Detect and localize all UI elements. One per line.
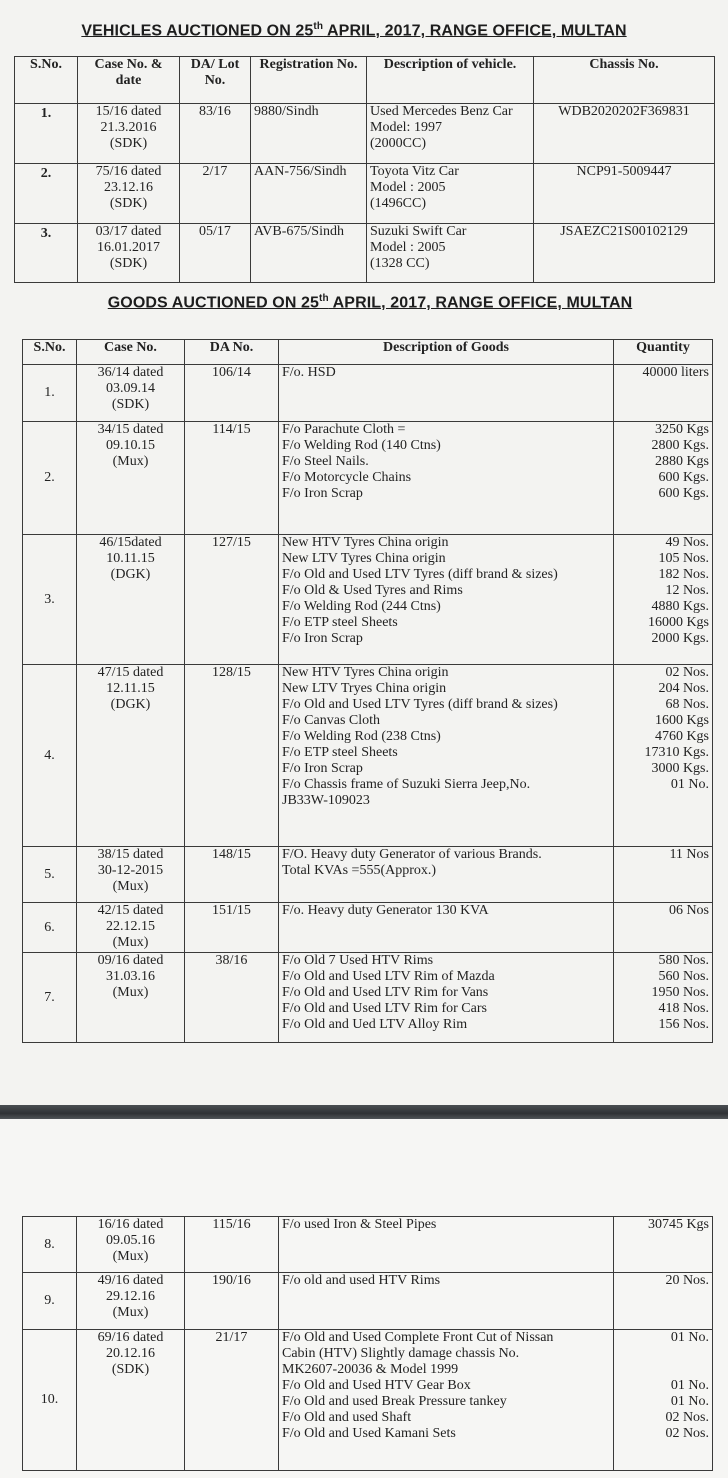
da-cell: 05/17 bbox=[180, 224, 251, 283]
cell-line: F/o Old and Ued LTV Alloy Rim bbox=[282, 1017, 468, 1032]
cell-line: 01 No. bbox=[670, 1330, 709, 1345]
cell-line: (Mux) bbox=[112, 1305, 149, 1320]
cell-line: 580 Nos. bbox=[658, 953, 709, 968]
table-row bbox=[23, 365, 713, 422]
goods-heading-text: GOODS AUCTIONED ON 25 bbox=[107, 294, 320, 312]
header-cell: Description of vehicle. bbox=[367, 57, 534, 104]
cell-line: 4880 Kgs. bbox=[651, 599, 709, 614]
quantity-cell bbox=[614, 953, 713, 1043]
registration-cell: 9880/Sindh bbox=[251, 104, 367, 164]
da-cell: 83/16 bbox=[180, 104, 251, 164]
cell-line: 34/15 dated bbox=[97, 422, 164, 437]
da-cell: 128/15 bbox=[185, 665, 279, 847]
description-cell bbox=[279, 953, 614, 1043]
cell-line: 03/17 dated bbox=[95, 224, 162, 239]
cell-line: 23.12.16 bbox=[104, 180, 153, 195]
cell-line: New LTV Tyres China origin bbox=[282, 551, 446, 566]
cell-line: (2000CC) bbox=[370, 136, 426, 151]
cell-line: 40000 liters bbox=[642, 365, 709, 380]
case-cell bbox=[77, 1273, 185, 1330]
goods-heading-text-end: APRIL, 2017, RANGE OFFICE, MULTAN bbox=[328, 294, 633, 312]
header-cell: S.No. bbox=[23, 340, 77, 365]
cell-line: 21.3.2016 bbox=[100, 120, 157, 135]
cell-line bbox=[617, 1362, 709, 1378]
cell-line: 4760 Kgs bbox=[654, 729, 709, 744]
sno-cell: 5. bbox=[23, 847, 77, 903]
case-cell bbox=[78, 164, 180, 224]
cell-line: F/o Old and Used Complete Front Cut of Nissan bbox=[282, 1330, 554, 1345]
cell-line: 69/16 dated bbox=[97, 1330, 164, 1345]
cell-line: 68 Nos. bbox=[665, 697, 709, 712]
cell-line: F/o Steel Nails. bbox=[282, 454, 369, 469]
cell-line: Total KVAs =555(Approx.) bbox=[282, 863, 437, 878]
vehicles-heading-sup: th bbox=[313, 21, 324, 32]
table-row bbox=[23, 1330, 713, 1471]
cell-line bbox=[617, 793, 709, 809]
quantity-cell bbox=[614, 1217, 713, 1273]
cell-line: 11 Nos bbox=[669, 847, 709, 862]
cell-line: MK2607-20036 & Model 1999 bbox=[282, 1362, 459, 1377]
cell-line: F/o Old and used Shaft bbox=[282, 1410, 412, 1425]
cell-line: 156 Nos. bbox=[658, 1017, 709, 1032]
cell-line: 15/16 dated bbox=[95, 104, 162, 119]
cell-line: 06 Nos bbox=[668, 903, 709, 918]
cell-line: F/o ETP steel Sheets bbox=[282, 615, 398, 630]
sno-cell: 2. bbox=[15, 164, 78, 224]
da-cell: 21/17 bbox=[185, 1330, 279, 1471]
quantity-cell bbox=[614, 903, 713, 953]
sno-cell: 6. bbox=[23, 903, 77, 953]
cell-line: 16000 Kgs bbox=[647, 615, 709, 630]
header-cell: Case No. & date bbox=[78, 57, 180, 104]
cell-line: (1328 CC) bbox=[370, 256, 430, 271]
table-row bbox=[23, 953, 713, 1043]
cell-line: F/o Welding Rod (244 Ctns) bbox=[282, 599, 441, 614]
goods-heading bbox=[6, 293, 728, 312]
cell-line: 560 Nos. bbox=[658, 969, 709, 984]
cell-line: (Mux) bbox=[112, 454, 149, 469]
cell-line: F/o Iron Scrap bbox=[282, 631, 363, 646]
table-row bbox=[23, 1273, 713, 1330]
header-cell: Registration No. bbox=[251, 57, 367, 104]
case-cell bbox=[77, 1217, 185, 1273]
chassis-cell: NCP91-5009447 bbox=[534, 164, 715, 224]
da-cell: 114/15 bbox=[185, 422, 279, 535]
cell-line: 09.10.15 bbox=[106, 438, 155, 453]
cell-line: 02 Nos. bbox=[665, 1426, 709, 1441]
sno-cell: 1. bbox=[23, 365, 77, 422]
cell-line: F/o Old and Used LTV Tyres (diff brand & sizes) bbox=[282, 567, 558, 582]
quantity-cell bbox=[614, 1330, 713, 1471]
quantity-cell bbox=[614, 1273, 713, 1330]
cell-line: (SDK) bbox=[111, 1362, 150, 1377]
cell-line: 38/15 dated bbox=[97, 847, 164, 862]
cell-line: 3250 Kgs bbox=[654, 422, 709, 437]
da-cell: 115/16 bbox=[185, 1217, 279, 1273]
table-row bbox=[15, 164, 715, 224]
quantity-cell bbox=[614, 665, 713, 847]
cell-line: (Mux) bbox=[112, 1249, 149, 1264]
cell-line: (SDK) bbox=[109, 136, 148, 151]
cell-line: 75/16 dated bbox=[95, 164, 162, 179]
cell-line: F/o Old and Used LTV Rim for Cars bbox=[282, 1001, 487, 1016]
cell-line: 16.01.2017 bbox=[97, 240, 160, 255]
registration-cell: AAN-756/Sindh bbox=[251, 164, 367, 224]
case-cell bbox=[77, 535, 185, 665]
description-cell bbox=[279, 535, 614, 665]
description-cell bbox=[279, 847, 614, 903]
cell-line: F/o Old and Used LTV Rim for Vans bbox=[282, 985, 489, 1000]
cell-line: 01 No. bbox=[670, 1394, 709, 1409]
cell-line: 12.11.15 bbox=[106, 681, 155, 696]
cell-line: 204 Nos. bbox=[658, 681, 709, 696]
description-cell bbox=[279, 665, 614, 847]
cell-line: F/o Old & Used Tyres and Rims bbox=[282, 583, 463, 598]
vehicles-heading-text: VEHICLES AUCTIONED ON 25 bbox=[81, 22, 314, 40]
header-cell: Quantity bbox=[614, 340, 713, 365]
header-cell: Case No. bbox=[77, 340, 185, 365]
cell-line: 1600 Kgs bbox=[654, 713, 709, 728]
header-cell: Description of Goods bbox=[279, 340, 614, 365]
cell-line: New HTV Tyres China origin bbox=[282, 665, 449, 680]
cell-line: 600 Kgs. bbox=[658, 470, 709, 485]
cell-line: 2000 Kgs. bbox=[651, 631, 709, 646]
cell-line: 1950 Nos. bbox=[651, 985, 709, 1000]
header-cell: Chassis No. bbox=[534, 57, 715, 104]
cell-line: 02 Nos. bbox=[665, 665, 709, 680]
cell-line: (1496CC) bbox=[370, 196, 426, 211]
cell-line: 20 Nos. bbox=[665, 1273, 709, 1288]
chassis-cell: JSAEZC21S00102129 bbox=[534, 224, 715, 283]
case-cell bbox=[77, 1330, 185, 1471]
cell-line: F/o ETP steel Sheets bbox=[282, 745, 398, 760]
cell-line: Model : 2005 bbox=[370, 240, 446, 255]
cell-line: (Mux) bbox=[112, 985, 149, 1000]
da-cell: 106/14 bbox=[185, 365, 279, 422]
cell-line: 46/15dated bbox=[99, 535, 162, 550]
cell-line: Suzuki Swift Car bbox=[370, 224, 467, 239]
vehicles-header-row bbox=[15, 57, 715, 104]
goods-header-row bbox=[23, 340, 713, 365]
cell-line: F/o Old and Used LTV Rim of Mazda bbox=[282, 969, 495, 984]
description-cell bbox=[279, 1330, 614, 1471]
cell-line: F/o Iron Scrap bbox=[282, 761, 363, 776]
cell-line: F/o old and used HTV Rims bbox=[282, 1273, 441, 1288]
cell-line: New LTV Tryes China origin bbox=[282, 681, 447, 696]
cell-line: 105 Nos. bbox=[658, 551, 709, 566]
sno-cell: 4. bbox=[23, 665, 77, 847]
cell-line: F/o Welding Rod (238 Ctns) bbox=[282, 729, 441, 744]
case-cell bbox=[78, 104, 180, 164]
cell-line: F/o Old and Used HTV Gear Box bbox=[282, 1378, 471, 1393]
sno-cell: 2. bbox=[23, 422, 77, 535]
table-row bbox=[23, 1217, 713, 1273]
cell-line: F/o Iron Scrap bbox=[282, 486, 363, 501]
cell-line: Cabin (HTV) Slightly damage chassis No. bbox=[282, 1346, 520, 1361]
cell-line: 49 Nos. bbox=[665, 535, 709, 550]
quantity-cell bbox=[614, 365, 713, 422]
cell-line: 01 No. bbox=[670, 777, 709, 792]
cell-line: 22.12.15 bbox=[106, 919, 155, 934]
table-row bbox=[15, 104, 715, 164]
case-cell bbox=[77, 903, 185, 953]
case-cell bbox=[77, 365, 185, 422]
cell-line: F/o Old and Used Kamani Sets bbox=[282, 1426, 456, 1441]
sno-cell: 7. bbox=[23, 953, 77, 1043]
da-cell: 151/15 bbox=[185, 903, 279, 953]
description-cell bbox=[367, 164, 534, 224]
table-row bbox=[23, 847, 713, 903]
sno-cell: 8. bbox=[23, 1217, 77, 1273]
chassis-cell: WDB2020202F369831 bbox=[534, 104, 715, 164]
cell-line: (SDK) bbox=[109, 256, 148, 271]
case-cell bbox=[77, 665, 185, 847]
vehicles-table bbox=[14, 56, 715, 283]
table-row bbox=[23, 903, 713, 953]
description-cell bbox=[367, 104, 534, 164]
cell-line: 29.12.16 bbox=[106, 1289, 155, 1304]
cell-line: 01 No. bbox=[670, 1378, 709, 1393]
cell-line: 20.12.16 bbox=[106, 1346, 155, 1361]
cell-line: 3000 Kgs. bbox=[651, 761, 709, 776]
cell-line: 36/14 dated bbox=[97, 365, 164, 380]
cell-line: F/o Parachute Cloth = bbox=[282, 422, 406, 437]
cell-line: (SDK) bbox=[109, 196, 148, 211]
case-cell bbox=[77, 422, 185, 535]
registration-cell: AVB-675/Sindh bbox=[251, 224, 367, 283]
quantity-cell bbox=[614, 535, 713, 665]
cell-line: F/o Old and used Break Pressure tankey bbox=[282, 1394, 507, 1409]
cell-line: F/o Welding Rod (140 Ctns) bbox=[282, 438, 441, 453]
cell-line: 09.05.16 bbox=[106, 1233, 155, 1248]
goods-heading-sup: th bbox=[319, 293, 329, 304]
cell-line: 182 Nos. bbox=[658, 567, 709, 582]
table-row bbox=[23, 535, 713, 665]
case-cell bbox=[77, 953, 185, 1043]
da-cell: 190/16 bbox=[185, 1273, 279, 1330]
table-row bbox=[15, 224, 715, 283]
cell-line bbox=[617, 1346, 709, 1362]
vehicles-heading bbox=[0, 21, 718, 40]
header-cell: DA No. bbox=[185, 340, 279, 365]
cell-line: 31.03.16 bbox=[106, 969, 155, 984]
sno-cell: 3. bbox=[23, 535, 77, 665]
cell-line: (DGK) bbox=[110, 697, 151, 712]
cell-line: F/o Canvas Cloth bbox=[282, 713, 381, 728]
cell-line: (SDK) bbox=[111, 397, 150, 412]
case-cell bbox=[77, 847, 185, 903]
cell-line: 30-12-2015 bbox=[97, 863, 164, 878]
cell-line: 49/16 dated bbox=[97, 1273, 164, 1288]
cell-line: 2880 Kgs bbox=[654, 454, 709, 469]
cell-line: 16/16 dated bbox=[97, 1217, 164, 1232]
description-cell bbox=[279, 903, 614, 953]
cell-line: 47/15 dated bbox=[97, 665, 164, 680]
cell-line: 10.11.15 bbox=[106, 551, 155, 566]
da-cell: 127/15 bbox=[185, 535, 279, 665]
cell-line: New HTV Tyres China origin bbox=[282, 535, 449, 550]
goods-table bbox=[22, 339, 713, 1043]
cell-line: (Mux) bbox=[112, 935, 149, 950]
goods-table-continued bbox=[22, 1216, 713, 1471]
cell-line: Model: 1997 bbox=[370, 120, 442, 135]
page-separator bbox=[0, 1105, 728, 1119]
description-cell bbox=[279, 1273, 614, 1330]
cell-line: Model : 2005 bbox=[370, 180, 446, 195]
cell-line: 03.09.14 bbox=[106, 381, 155, 396]
cell-line: (Mux) bbox=[112, 879, 149, 894]
cell-line: (DGK) bbox=[110, 567, 151, 582]
cell-line: 12 Nos. bbox=[665, 583, 709, 598]
da-cell: 148/15 bbox=[185, 847, 279, 903]
table-row bbox=[23, 665, 713, 847]
cell-line: Toyota Vitz Car bbox=[370, 164, 459, 179]
quantity-cell bbox=[614, 847, 713, 903]
quantity-cell bbox=[614, 422, 713, 535]
cell-line: F/o used Iron & Steel Pipes bbox=[282, 1217, 437, 1232]
description-cell bbox=[279, 422, 614, 535]
cell-line: 418 Nos. bbox=[658, 1001, 709, 1016]
sno-cell: 9. bbox=[23, 1273, 77, 1330]
header-cell: S.No. bbox=[15, 57, 78, 104]
da-cell: 2/17 bbox=[180, 164, 251, 224]
cell-line: 09/16 dated bbox=[97, 953, 164, 968]
cell-line: F/o. Heavy duty Generator 130 KVA bbox=[282, 903, 489, 918]
cell-line: 02 Nos. bbox=[665, 1410, 709, 1425]
sno-cell: 3. bbox=[15, 224, 78, 283]
description-cell bbox=[367, 224, 534, 283]
da-cell: 38/16 bbox=[185, 953, 279, 1043]
cell-line: F/o Chassis frame of Suzuki Sierra Jeep,No. bbox=[282, 777, 531, 792]
sno-cell: 1. bbox=[15, 104, 78, 164]
sno-cell: 10. bbox=[23, 1330, 77, 1471]
cell-line: F/o Motorcycle Chains bbox=[282, 470, 412, 485]
cell-line: F/o Old 7 Used HTV Rims bbox=[282, 953, 434, 968]
cell-line: F/O. Heavy duty Generator of various Brands. bbox=[282, 847, 542, 862]
case-cell bbox=[78, 224, 180, 283]
cell-line: F/o Old and Used LTV Tyres (diff brand & sizes) bbox=[282, 697, 558, 712]
cell-line: 17310 Kgs. bbox=[644, 745, 709, 760]
description-cell bbox=[279, 365, 614, 422]
cell-line: 42/15 dated bbox=[97, 903, 164, 918]
cell-line: JB33W-109023 bbox=[282, 793, 370, 808]
vehicles-heading-text-end: APRIL, 2017, RANGE OFFICE, MULTAN bbox=[323, 22, 627, 40]
table-row bbox=[23, 422, 713, 535]
cell-line: 2800 Kgs. bbox=[651, 438, 709, 453]
cell-line: 30745 Kgs bbox=[647, 1217, 709, 1232]
header-cell: DA/ Lot No. bbox=[180, 57, 251, 104]
cell-line: 600 Kgs. bbox=[658, 486, 709, 501]
description-cell bbox=[279, 1217, 614, 1273]
cell-line: F/o. HSD bbox=[282, 365, 336, 380]
cell-line: Used Mercedes Benz Car bbox=[370, 104, 513, 119]
